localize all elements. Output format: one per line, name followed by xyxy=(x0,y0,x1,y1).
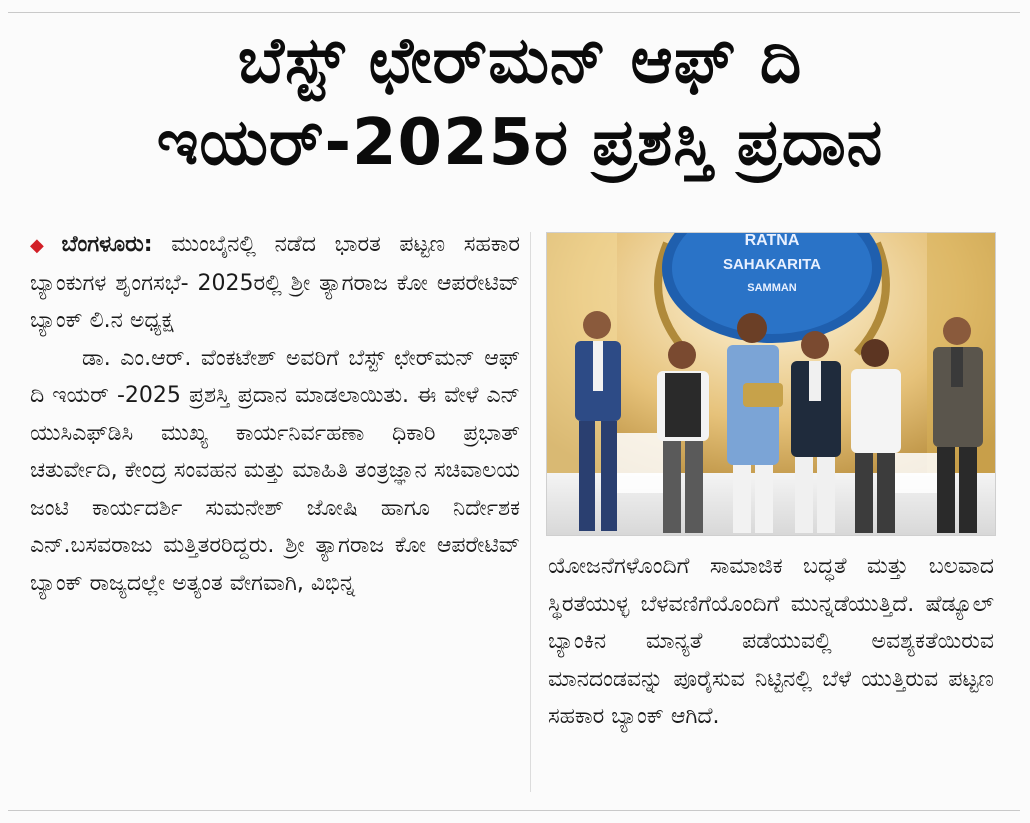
red-diamond-icon: ◆ xyxy=(30,235,56,256)
bottom-rule xyxy=(8,810,1020,811)
dateline: ಬೆಂಗಳೂರು: xyxy=(61,232,153,257)
column-divider xyxy=(530,232,531,792)
paragraph-1 xyxy=(30,226,520,340)
banner-text-2: SAHAKARITA xyxy=(722,256,822,273)
paragraph-2: ಡಾ. ಎಂ.ಆರ್. ವೆಂಕಟೇಶ್ ಅವರಿಗೆ ಬೆಸ್ಟ್ ಛೇರ್‌ಮನ್ ಆಫ್ ದಿ ಇಯರ್ -2025 ಪ್ರಶಸ್ತಿ ಪ್ರದಾನ ಮಾಡಲಾಯಿತು. ಈ ವೇಳೆ ಎನ್ ಯುಸಿಎಫ್‌ಡಿಸಿ ಮುಖ್ಯ ಕಾರ್ಯನಿರ್ವಹಣಾ ಧಿಕಾರಿ ಪ್ರಭಾತ್ ಚತುರ್ವೇದಿ, ಕೇಂದ್ರ ಸಂವಹನ ಮತ್ತು ಮಾಹಿತಿ ತಂತ್ರಜ್ಞಾನ ಸಚಿವಾಲಯ ಜಂಟಿ ಕಾರ್ಯದರ್ಶಿ ಸುಮನೇಶ್ ಜೋಷಿ ಹಾಗೂ ನಿರ್ದೇಶಕ ಎನ್.ಬಸವರಾಜು ಮತ್ತಿತರರಿದ್ದರು. ಶ್ರೀ ತ್ಯಾಗರಾಜ ಕೋ ಆಪರೇಟಿವ್ ಬ್ಯಾಂಕ್ ರಾಜ್ಯದಲ್ಲೇ ಅತ್ಯಂತ ವೇಗವಾಗಿ, ವಿಭಿನ್ನ xyxy=(30,345,520,596)
paragraph-3: ಯೋಜನೆಗಳೊಂದಿಗೆ ಸಾಮಾಜಿಕ ಬದ್ಧತೆ ಮತ್ತು ಬಲವಾದ ಸ್ಥಿರತೆಯುಳ್ಳ ಬೆಳವಣಿಗೆಯೊಂದಿಗೆ ಮುನ್ನಡೆಯುತ್ತಿದೆ. ಷೆಡ್ಯೂಲ್ ಬ್ಯಾಂಕಿನ ಮಾನ್ಯತೆ ಪಡೆಯುವಲ್ಲಿ ಅವಶ್ಯಕತೆಯಿರುವ ಮಾನದಂಡವನ್ನು ಪೂರೈಸುವ ನಿಟ್ಟಿನಲ್ಲಿ ಬೆಳೆ ಯುತ್ತಿರುವ ಪಟ್ಟಣ ಸಹಕಾರ ಬ್ಯಾಂಕ್ ಆಗಿದೆ. xyxy=(548,554,994,729)
banner-text-3: SAMMAN xyxy=(747,282,797,294)
paragraph-1-text: ಮುಂಬೈನಲ್ಲಿ ನಡೆದ ಭಾರತ ಪಟ್ಟಣ ಸಹಕಾರ ಬ್ಯಾಂಕುಗಳ ಶೃಂಗಸಭೆ- 2025ರಲ್ಲಿ ಶ್ರೀ ತ್ಯಾಗರಾಜ ಕೋ ಆಪರೇಟಿವ್ ಬ್ಯಾಂಕ್ ಲಿ.ನ ಅಧ್ಯಕ್ಷ xyxy=(30,232,521,333)
trophy-icon xyxy=(743,383,783,407)
award-ceremony-illustration xyxy=(547,233,995,535)
article-right-column xyxy=(548,548,994,788)
award-photo xyxy=(546,232,996,536)
headline-line-1: ಬೆಸ್ಟ್ ಛೇರ್‌ಮನ್ ಆಫ್ ದಿ xyxy=(237,24,803,98)
headline-line-2: ಇಯರ್-2025ರ ಪ್ರಶಸ್ತಿ ಪ್ರದಾನ xyxy=(156,106,884,180)
top-rule xyxy=(8,12,1020,13)
banner-text-1: RATNA xyxy=(744,233,800,249)
headline xyxy=(30,20,1010,184)
article-left-column xyxy=(30,226,520,792)
